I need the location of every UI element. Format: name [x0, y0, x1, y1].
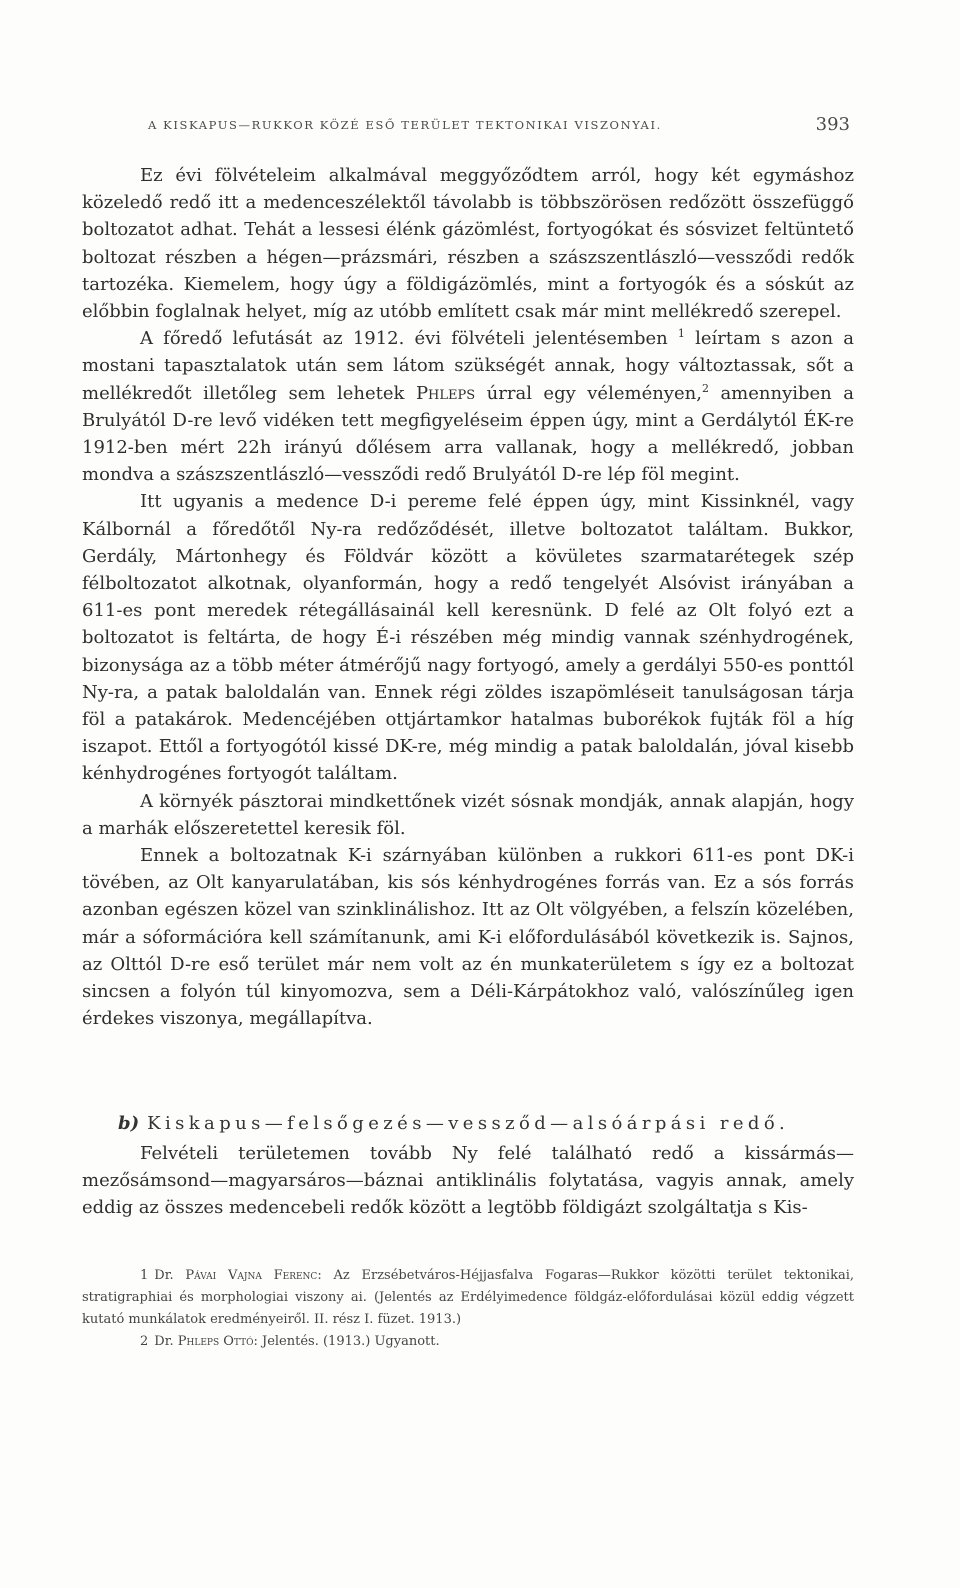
text-run: Felvételi területemen tovább Ny felé található redő a kissármás—mezősámsond—magyarsáros—báznai antiklinális folytatása, vagyis annak, amely eddig az összes medencebeli redők között a legtöbb földigázt szolgáltatja s Kis-	[82, 1143, 854, 1219]
footnote-number: 1	[140, 1268, 149, 1283]
footnotes	[82, 1265, 854, 1353]
running-title: A KISKAPUS—RUKKOR KÖZÉ ESŐ TERÜLET TEKTONIKAI VISZONYAI.	[148, 118, 662, 132]
footnote-ref: 1	[677, 327, 685, 341]
paragraph	[82, 788, 854, 842]
paragraph	[82, 842, 854, 1032]
section-text	[82, 1140, 854, 1222]
text-run: amennyiben a Brulyától D-re levő vidéken tett megfigyeléseim éppen úgy, mint a Gerdálytól ÉK-re 1912-ben mért 22h irányú dőlésem arra vallanak, hogy a mellékredő, jobban mondva a szászszentlászló—vessződi redő Brulyától D-re lép föl megint.	[82, 382, 854, 486]
text-run: Pávai Vajna Ferenc	[185, 1268, 318, 1283]
section-title: Kiskapus—felsőgezés—vessződ—alsóárpási redő.	[147, 1113, 790, 1134]
text-run: : Az Erzsébetváros-Héjjasfalva Fogaras—Rukkor közötti terület tektonikai, stratigraphiai és morphologiai viszony ai. (Jelentés az Erdélyimedence földgáz-előfordulásai közül eddig végzett kutató munkálatok eredményeiről. II. rész I. füzet. 1913.)	[82, 1268, 854, 1327]
paragraph	[82, 325, 854, 488]
text-run: Phleps Ottó	[177, 1334, 254, 1349]
text-run: A környék pásztorai mindkettőnek vizét sósnak mondják, annak alapján, hogy a marhák előszeretettel keresik föl.	[82, 790, 854, 839]
paragraph	[82, 162, 854, 325]
text-run: úrral egy véleményen,	[475, 382, 702, 404]
text-run: Phleps	[415, 382, 476, 404]
footnote-ref: 2	[701, 381, 709, 395]
text-run: Ennek a boltozatnak K-i szárnyában különben a rukkori 611-es pont DK-i tövében, az Olt kanyarulatában, kis sós kénhydrogénes forrás van. Ez a sós forrás azonban egészen közel van szinklinálishoz. Itt az Olt völgyében, a felszín közelében, már a sóformációra kell számítanunk, ami K-i előfordulásából következik is. Sajnos, az Olttól D-re eső terület már nem volt az én munkaterületem s így ez a boltozat sincsen a folyón túl kinyomozva, sem a Déli-Kárpátokhoz való, valószínűleg igen érdekes viszonya, megállapítva.	[82, 845, 854, 1030]
paragraph	[82, 1140, 854, 1222]
text-run: Dr.	[154, 1334, 178, 1349]
paragraph	[82, 488, 854, 787]
footnote	[82, 1331, 854, 1353]
section-label: b)	[118, 1113, 140, 1134]
text-run: Ez évi fölvételeim alkalmával meggyőződtem arról, hogy két egymáshoz közeledő redő itt a medenceszélektől távolabb is többszörösen redőzött összefüggő boltozatot adhat. Tehát a lessesi élénk gázömlést, fortyogókat és sósvizet feltüntető boltozat részben a hégen—prázsmári, részben a szászszentlászló—vessződi redők tartozéka. Kiemelem, hogy úgy a földigázömlés, mint a fortyogók és a sóskút az előbbin foglalnak helyet, míg az utóbb említett csak már mint mellékredő szerepel.	[82, 165, 854, 323]
footnote-number: 2	[140, 1334, 149, 1349]
footnote	[82, 1265, 854, 1331]
text-run: Itt ugyanis a medence D-i pereme felé éppen úgy, mint Kissinknél, vagy Kálbornál a főredőtől Ny-ra redőződését, illetve boltozatot találtam. Bukkor, Gerdály, Mártonhegy és Földvár között a kövületes szarmatarétegek szép félboltozatot alkotnak, olyanformán, hogy a redő tengelyét Alsóvist irányában a 611-es pont meredek rétegállásainál kell keresnünk. D felé az Olt folyó ezt a boltozatot is feltárta, de hogy É-i részében még mindig vannak szénhydrogének, bizonysága az a több méter átmérőjű nagy fortyogó, amely a gerdályi 550-es ponttól Ny-ra, a patak baloldalán van. Ennek régi zöldes iszapömléseit tanulságosan tárja föl a patakárok. Medencéjében ottjártamkor hatalmas buborékok fujták föl a híg iszapot. Ettől a fortyogótól kissé DK-re, még mindig a patak baloldalán, jóval kisebb kénhydrogénes fortyogót találtam.	[82, 491, 854, 785]
page-number: 393	[815, 114, 850, 135]
section-heading	[118, 1113, 789, 1134]
text-run: A főredő lefutását az 1912. évi fölvételi jelentésemben	[140, 328, 678, 350]
main-text	[82, 162, 854, 1033]
text-run: : Jelentés. (1913.) Ugyanott.	[253, 1334, 440, 1349]
text-run: leírtam s azon a mostani tapasztalatok után sem látom szükségét annak, hogy változtassak, sőt a mellékredőt illetőleg sem lehetek	[82, 328, 854, 404]
running-header	[148, 114, 850, 138]
text-run: Dr.	[154, 1268, 186, 1283]
